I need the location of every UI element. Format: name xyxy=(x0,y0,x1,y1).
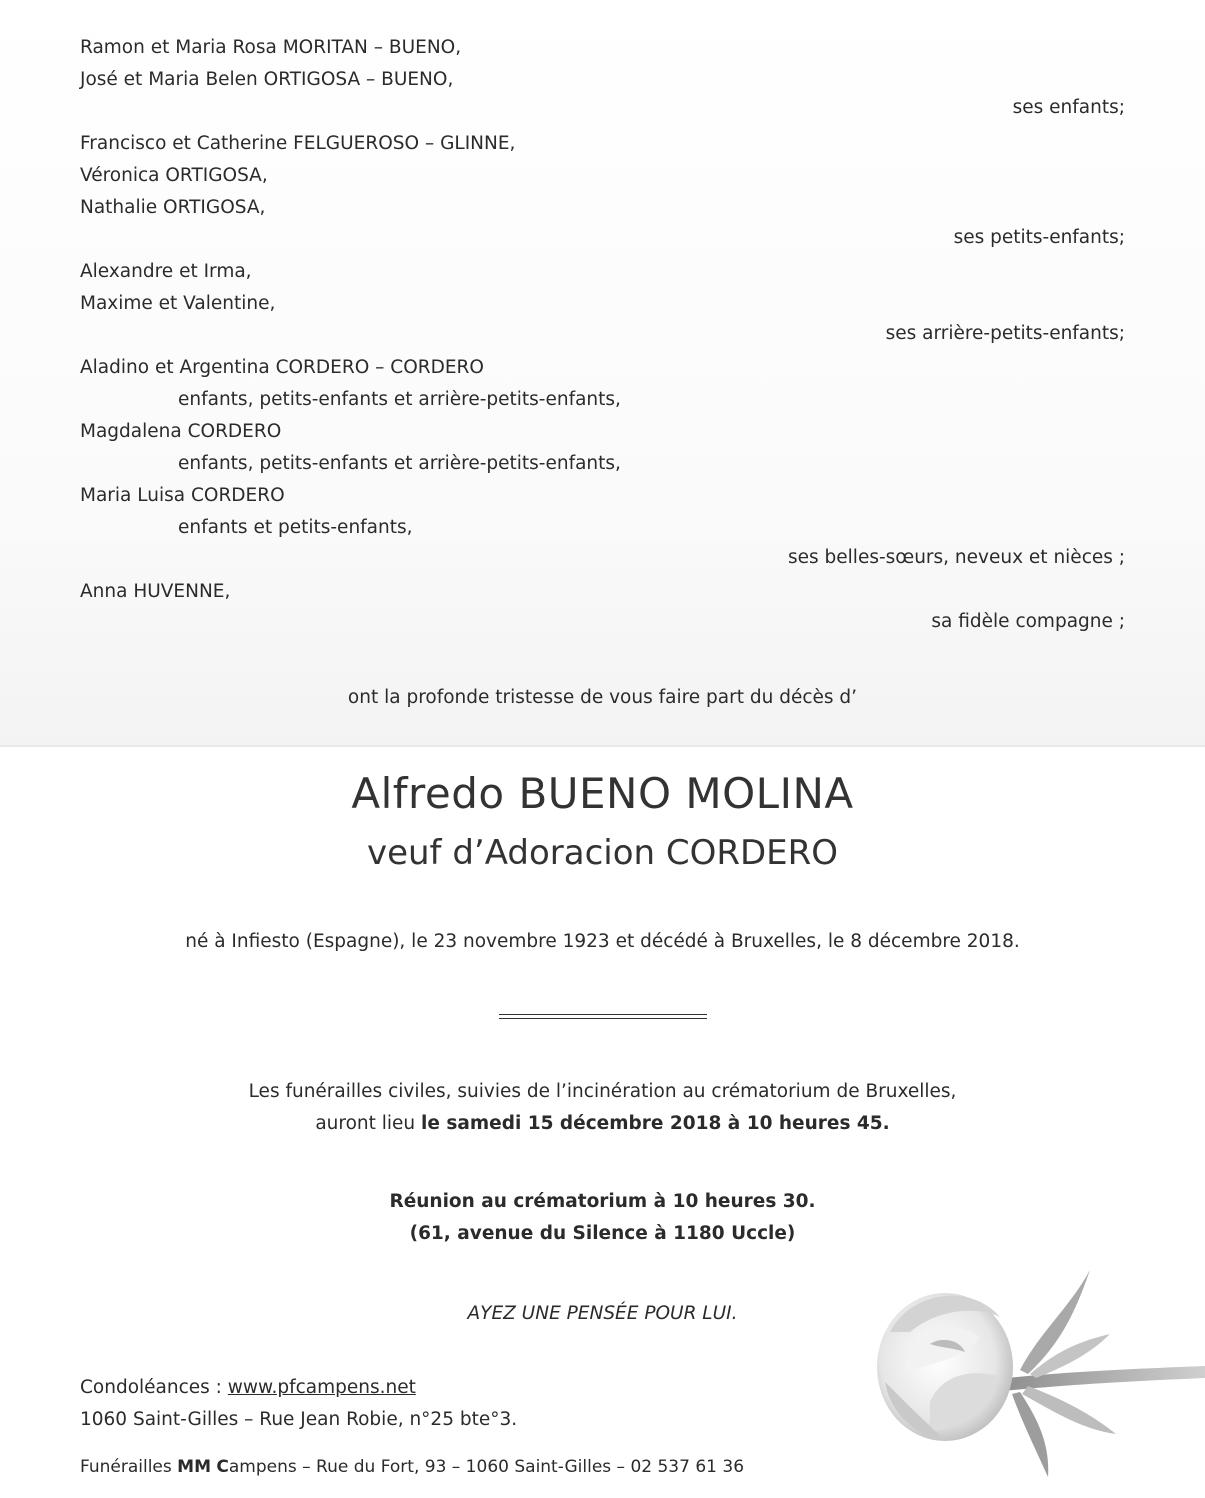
condolences-line xyxy=(80,1376,416,1400)
family-line-in-law-2: Magdalena CORDERO xyxy=(80,421,282,442)
family-label-grandchildren: ses petits-enfants; xyxy=(953,227,1125,248)
family-line-in-law-1: Aladino et Argentina CORDERO – CORDERO xyxy=(80,357,484,378)
family-line-in-law-1-sub: enfants, petits-enfants et arrière-petits-enfants, xyxy=(178,389,621,410)
deceased-name: Alfredo BUENO MOLINA xyxy=(351,769,854,818)
family-line-grandchildren-3: Nathalie ORTIGOSA, xyxy=(80,197,266,218)
family-line-great-grandchildren-2: Maxime et Valentine, xyxy=(80,293,276,314)
announcement-text: ont la profonde tristesse de vous faire part du décès d’ xyxy=(347,687,858,708)
condolences-link[interactable]: www.pfcampens.net xyxy=(227,1377,416,1398)
family-label-companion: sa fidèle compagne ; xyxy=(931,611,1125,632)
family-line-children-2: José et Maria Belen ORTIGOSA – BUENO, xyxy=(80,69,454,90)
funeral-date-time: le samedi 15 décembre 2018 à 10 heures 45. xyxy=(421,1113,890,1134)
fold-line xyxy=(0,745,1205,747)
family-line-grandchildren-1: Francisco et Catherine FELGUEROSO – GLINNE, xyxy=(80,133,516,154)
deceased-subtitle: veuf d’Adoracion CORDERO xyxy=(366,833,839,873)
family-label-in-laws: ses belles-sœurs, neveux et nièces ; xyxy=(788,547,1125,568)
footer-prefix: Funérailles xyxy=(80,1457,178,1477)
rose-icon xyxy=(870,1262,1205,1487)
footer-mm: MM xyxy=(177,1457,211,1477)
family-line-great-grandchildren-1: Alexandre et Irma, xyxy=(80,261,252,282)
footer-c: C xyxy=(216,1457,229,1477)
family-line-children-1: Ramon et Maria Rosa MORITAN – BUENO, xyxy=(80,37,462,58)
separator-rule-top xyxy=(499,1014,707,1015)
closing-text: AYEZ UNE PENSÉE POUR LUI. xyxy=(467,1303,738,1324)
family-line-companion: Anna HUVENNE, xyxy=(80,581,231,602)
funeral-line-1: Les funérailles civiles, suivies de l’incinération au crématorium de Bruxelles, xyxy=(248,1081,957,1102)
funeral-line-2 xyxy=(0,1112,1205,1136)
family-line-in-law-3: Maria Luisa CORDERO xyxy=(80,485,285,506)
condolences-label: Condoléances : xyxy=(80,1377,228,1398)
footer-line xyxy=(80,1455,744,1479)
family-line-in-law-3-sub: enfants et petits-enfants, xyxy=(178,517,413,538)
deceased-dates: né à Infiesto (Espagne), le 23 novembre 1923 et décédé à Bruxelles, le 8 décembre 2018. xyxy=(185,931,1020,952)
family-label-great-grandchildren: ses arrière-petits-enfants; xyxy=(885,323,1125,344)
funeral-address: (61, avenue du Silence à 1180 Uccle) xyxy=(409,1223,796,1244)
funeral-meeting: Réunion au crématorium à 10 heures 30. xyxy=(389,1191,816,1212)
family-line-in-law-2-sub: enfants, petits-enfants et arrière-petits-enfants, xyxy=(178,453,621,474)
footer-rest: ampens – Rue du Fort, 93 – 1060 Saint-Gilles – 02 537 61 36 xyxy=(228,1457,745,1477)
family-line-grandchildren-2: Véronica ORTIGOSA, xyxy=(80,165,268,186)
funeral-line-2-prefix: auront lieu xyxy=(315,1113,422,1134)
condolences-address: 1060 Saint-Gilles – Rue Jean Robie, n°25 bte°3. xyxy=(80,1409,518,1430)
separator-rule-bottom xyxy=(499,1018,707,1019)
family-label-children: ses enfants; xyxy=(1012,97,1125,118)
